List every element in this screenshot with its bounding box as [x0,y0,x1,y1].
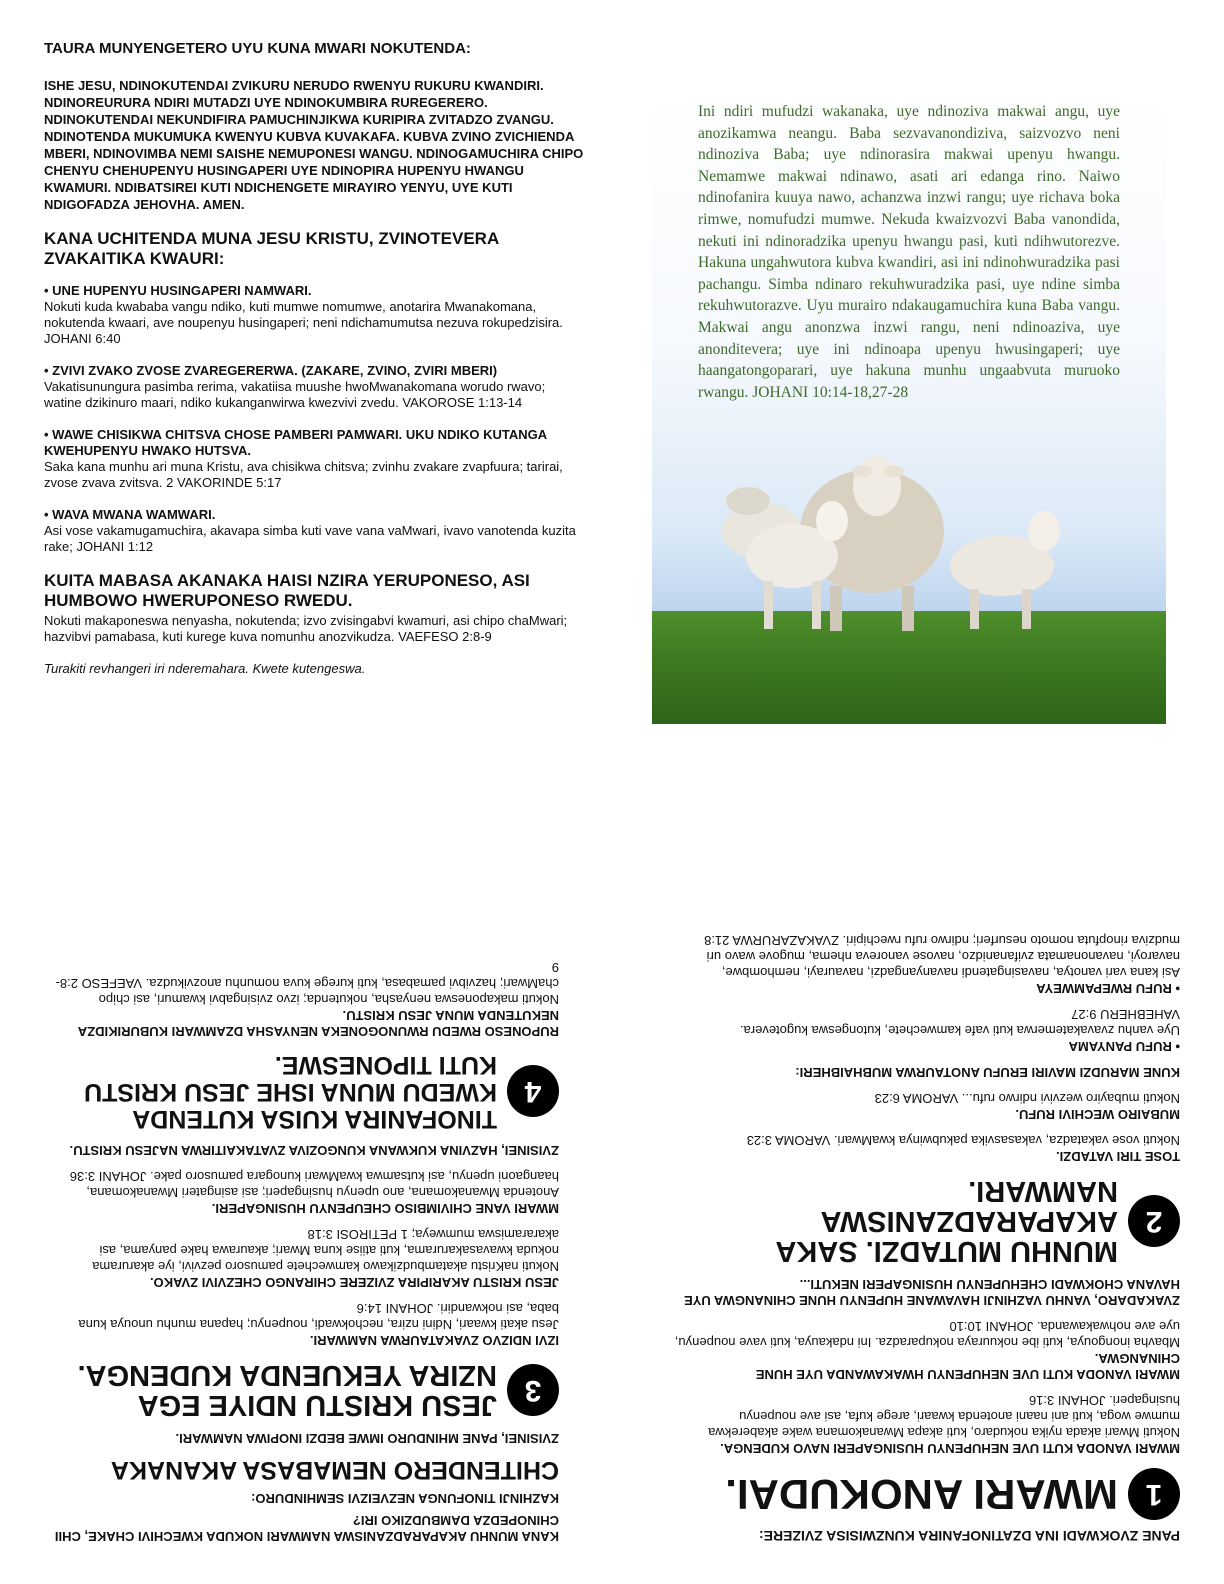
point-verse: Asi kana vari vanotya, navasingatendi navanyangadzi, navaurayi, nemhombwe, navaroyi, navanonamata zvifananidzo, navose vanoreva nhema, mugove wavo uri mudziva rinopfuta nomoto nesurferi; ndirwo rufu rwechipiri. ZVAKAZARURWA 21:8 [704,933,1180,980]
belief-item-heading: • WAVA MWANA WAMWARI. [44,507,216,522]
transition-note: ZVAKADARO, VANHU VAZHINJI HAVAWANE HUPENYU HUNE CHINANGWA UYE HAVANA CHOKWADI CHEHUPENYU HUSINGAPERI NEKUTI... [684,1277,1180,1308]
section-title: MUNHU MUTADZI. SAKA AKAPARADZANISWA NAMWARI. [776,1175,1118,1267]
section-4 [49,1051,559,1132]
works-heading: KUITA MABASA AKANAKA HAISI NZIRA YERUPONESO, ASI HUMBOWO HWERUPONESO RWEDU. [44,571,530,610]
section-2 [670,1176,1180,1266]
point-verse: Uye vanhu zvavakatemerwa kuti vafe kamwechete, kutongeswa kugotevera. VAHEBHERU 9:27 [739,1007,1180,1038]
belief-item-body: Asi vose vakamugamuchira, akavapa simba kuti vave vana vaMwari, ivavo vanotenda kuzita rake; JOHANI 1:12 [44,523,576,554]
point-heading: • RUFU PANYAMA [1068,1039,1180,1054]
section-title: TINOFANIRA KUISA KUTENDA KWEDU MUNA ISHE JESU KRISTU KUTI TIPONESWE. [84,1051,497,1133]
point-heading: JESU KRISTU AKARIPIRA ZVIZERE CHIRANGO CHEZVIVI ZVAKO. [149,1275,559,1290]
transition-note: ZVISINEI, PANE MHINDURO IMWE BEDZI INOPIWA NAMWARI. [175,1431,559,1446]
point [49,1226,559,1290]
point-verse: Mbavha inongouya, kuti ibe nokuuraya nokuparadza. Ini ndakauya, kuti vave noupenyu, uye ave nohwakawanda. JOHANI 10:10 [674,1319,1180,1350]
point-heading: • RUFU RWEPAMWEYA [1036,981,1180,996]
inside-panels-rotated [0,792,1224,1584]
point-heading: TOSE TIRI VATADZI. [1056,1149,1180,1164]
point-verse: Nokuti makaponeswa nenyasha, nokutenda; izvo zvisingabvi kwamuri, asi chipo chaMwari; hazvibvi pamabasa, kuti kurege kuva nomunhu anozvikudza. VAEFESO 2:8-9 [55,960,559,1007]
sheep-photo-panel [652,91,1166,724]
belief-heading: KANA UCHITENDA MUNA JESU KRISTU, ZVINOTEVERA ZVAKAITIKA KWAURI: [44,229,499,268]
point [670,1006,1180,1054]
belief-item-body: Nokuti kuda kwababa vangu ndiko, kuti mumwe nomumwe, anotarira Mwanakomana, nokutenda kwaari, ave noupenyu husingaperi; neni ndichamumutsa nezuva rokupedzisira. JOHANI 6:40 [44,299,563,346]
belief-item-body: Vakatisunungura pasimba rerima, vakatiisa muushe hwoMwanakomana worudo rwavo; watine dzikinuro maari, ndiko kukanganwirwa kwezvivi zvedu. VAKOROSE 1:13-14 [44,379,546,410]
belief-item-heading: • WAWE CHISIKWA CHITSVA CHOSE PAMBERI PAMWARI. UKU NDIKO KUTANGA KWEHUPENYU HWAKO HUTSVA. [44,427,547,458]
section-1 [670,1468,1180,1520]
section-number: 4 [507,1066,559,1118]
point [49,1168,559,1216]
point [49,1300,559,1348]
prayer-text: ISHE JESU, NDINOKUTENDAI ZVIKURU NERUDO RWENYU RUKURU KWANDIRI. NDINOREURURA NDIRI MUTADZI UYE NDINOKUMBIRA RUREGERERO. NDINOKUTENDAI NEKUNDIFIRA PAMUCHINJIKWA KURIPIRA ZVITADZO ZVANGU. NDINOTENDA MUKUMUKA KWENYU KUBVA KUVAKAFA. KUBVA ZVINO ZVICHIENDA MBERI, NDINOVIMBA NEMI SAISHE NEMUPONESI WANGU. NDINOGAMUCHIRA CHIPO CHENYU CHEHUPENYU HUSINGAPERI UYE NDINOPIRA HUPENYU HWANGU KWAMURI. NDIBATSIREI KUTI NDICHENGETE MIRAYIRO YENYU, UYE KUTI NDIGOFADZA JEHOVHA. AMEN. [44,78,584,212]
works-body: Nokuti makaponeswa nenyasha, nokutenda; izvo zvisingabvi kwamuri, asi chipo chaMwari; hazvibvi pamabasa, kuti kurege kuva nomunhu anozvikudza. VAEFESO 2:8-9 [44,613,568,644]
free-tract-note: Turakiti revhangeri iri nderemahara. Kwete kutengeswa. [44,661,366,676]
john-10-verse: Ini ndiri mufudzi wakanaka, uye ndinoziva makwai angu, uye anozikamwa neangu. Baba sezvavanondiziva, saizvozvo neni ndinoziva Baba; uye ndinorasira makwai upenyu hwangu. Nemamwe makwai ndinawo, asati ari edanga rino. Naiwo ndinofanira kuuya nawo, achanzwa inzwi rangu; uye richava boka rimwe, nomufudzi mumwe. Nekuda kwaizvozvi Baba vanondida, nekuti ini ndinoradzika upenyu hwangu pasi, kuti ndihwutorezve. Hakuna ungahwutora kubva kwandiri, asi ini ndinohwuradzika pasi pachangu. Simba ndinaro rekuhwuradzika pasi, uye ndine simba rekuhwutorazve. Uyu murairo ndakaugamuchira kuna Baba vangu. Makwai angu anonzwa inzwi rangu, neni ndinoaziva, uye anonditevera; uye ini ndinoapa upenyu hwusingaperi; uye haangatongoparari, uye hakuna munhu ungaabvuta muruoko rwangu. JOHANI 10:14-18,27-28 [698,103,1120,401]
point-heading: MUBAIRO WECHIVI RUFU. [1015,1107,1180,1122]
belief-item [44,283,584,347]
point-verse: Nokuti mubayiro wezvivi ndirwo rufu... VAROMA 6:23 [874,1091,1180,1106]
belief-item-heading: • UNE HUPENYU HUSINGAPERI NAMWARI. [44,283,312,298]
section-3 [49,1360,559,1420]
section-title: MWARI ANOKUDAI. [725,1471,1118,1518]
sheep-illustration [652,91,1166,724]
point [49,959,559,1039]
question-intro: KANA MUNHU AKAPARADZANISWA NAMWARI NOKUDA KWECHIVI CHAKE, CHII CHINOPEDZA DAMBUDZIKO IRI? [54,1513,559,1544]
belief-item [44,363,584,411]
section-number: 3 [507,1364,559,1416]
works-title: CHITENDERO NEMABASA AKANAKA [110,1456,559,1484]
transition-note: ZVISINEI, HAZVINA KUKWANA KUNGOZIVA ZVATAKAITIRWA NAJESU KRISTU. [69,1143,559,1158]
section-title: JESU KRISTU NDIYE EGA NZIRA YEKUENDA KUDENGA. [77,1359,497,1421]
point [670,1090,1180,1122]
common-answer-intro: KAZHINJI TINOFUNGA NEZVEIZVI SEMHINDURO: [251,1491,559,1506]
front-text-panel [44,40,584,676]
point [670,1318,1180,1382]
point-heading: KUNE MARUDZI MAVIRI ERUFU ANOTAURWA MUBHAIBHERI: [795,1065,1180,1080]
belief-item [44,507,584,555]
belief-item-body: Saka kana munhu ari muna Kristu, ava chisikwa chitsva; zvinhu zvakare zvapfuura; tarirai, zvose zvava zvitsva. 2 VAKORINDE 5:17 [44,459,563,490]
belief-item [44,427,584,491]
section-number: 2 [1128,1195,1180,1247]
point-verse: Nokuti naKristu akatambudzikawo kamwechete pamusoro pezvivi, iye akarurama nokuda kwavasakarurama, kuti atiise kuna Mwari; akaurawa hake panyama, asi akararamiswa mumweya; 1 PETIROSI 3:18 [92,1227,559,1274]
panel-truths-1-2 [670,922,1180,1544]
point-verse: Nokuti Mwari akada nyika nokudaro, kuti akapa Mwanakomana wake akaberekwa mumwe woga, kuti ani naani anotenda kwaari, arege kufa, asi ave noupenyu husingaperi. JOHANI 3:16 [708,1393,1180,1440]
point [670,1132,1180,1164]
prayer-heading: TAURA MUNYENGETERO UYU KUNA MWARI NOKUTENDA: [44,40,471,57]
point-verse: Anotenda Mwanakomana, ano upenyu husingaperi; asi asingateri Mwanakomana, haangaoni upenyu, asi kutsamwa kwaMwari kunogara pamusoro pake. JOHANI 3:36 [69,1169,559,1200]
point-heading: MWARI VANODA KUTI UVE NEHUPENYU HUSINGAPERI NAVO KUDENGA. [720,1441,1180,1456]
point [670,1392,1180,1456]
section-number: 1 [1128,1468,1180,1520]
point-verse: Nokuti vose vakatadza, vakasasvika pakubwinya kwaMwari. VAROMA 3:23 [746,1133,1180,1148]
point [670,932,1180,996]
point-heading: MWARI VANE CHIVIMBISO CHEUPENYU HUSINGAPERI. [211,1201,559,1216]
belief-item-heading: • ZVIVI ZVAKO ZVOSE ZVAREGERERWA. (ZAKARE, ZVINO, ZVIRI MBERI) [44,363,498,378]
truths-intro: PANE ZVOKWADI INA DZATINOFANIRA KUNZWISISA ZVIZERE: [758,1528,1180,1544]
panel-truths-3-4 [49,949,559,1544]
point-heading: MWARI VANODA KUTI UVE NEHUPENYU HWAKAWANDA UYE HUNE CHINANGWA. [755,1351,1180,1382]
point-verse: Jesu akati kwaari, Ndini nzira, nechokwadi, noupenyu; hapana munhu unouya kuna baba, asi nokwandiri. JOHANI 14:6 [78,1301,559,1332]
point-heading: RUPONESO RWEDU RWUNOGONEKA NENYASHA DZAMWARI KUBURIKIDZA NEKUTENDA MUNA JESU KRISTU. [78,1008,559,1039]
point-heading: IZVI NDIZVO ZVAKATAURWA NAMWARI. [309,1333,559,1348]
